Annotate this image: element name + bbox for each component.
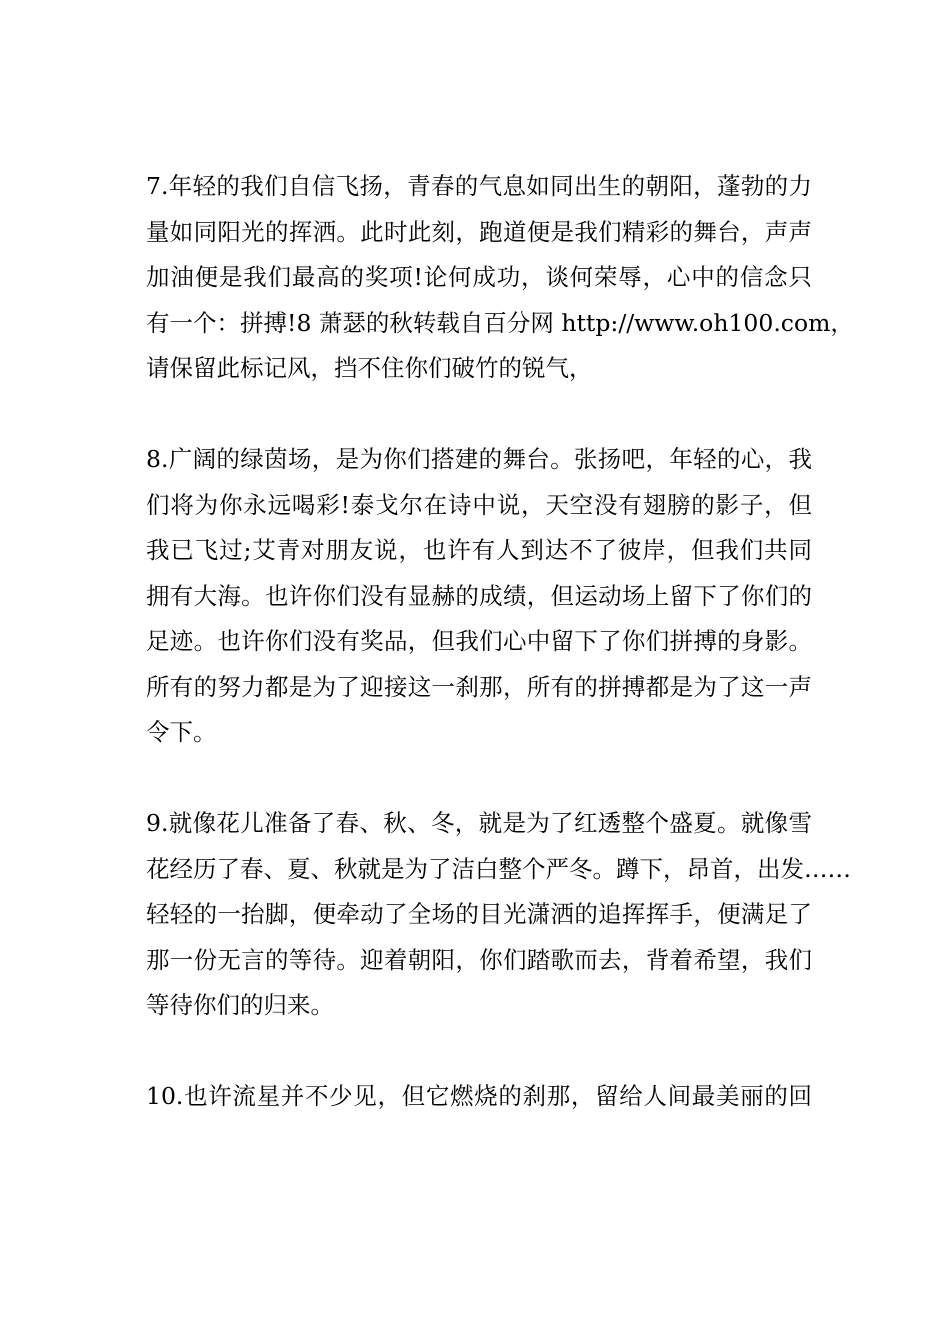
text-line: 等待你们的归来。 bbox=[146, 991, 334, 1019]
paragraph-spacer bbox=[146, 392, 812, 438]
text-line: 有一个：拼搏!8 萧瑟的秋转载自百分网 http://www.oh100.com， bbox=[146, 308, 854, 337]
text-line: 10.也许流星并不少见，但它燃烧的刹那，留给人间最美丽的回 bbox=[146, 1082, 812, 1110]
text-line: 请保留此标记风，挡不住你们破竹的锐气， bbox=[146, 354, 593, 382]
text-line: 所有的努力都是为了迎接这一刹那，所有的拼搏都是为了这一声 bbox=[146, 672, 812, 701]
paragraph-9 bbox=[146, 801, 851, 1029]
text-line: 加油便是我们最高的奖项!论何成功，谈何荣辱，心中的信念只 bbox=[146, 263, 812, 291]
paragraph-8 bbox=[146, 437, 812, 756]
text-line: 我已飞过;艾青对朋友说，也许有人到达不了彼岸，但我们共同 bbox=[146, 536, 812, 564]
text-line: 们将为你永远喝彩!泰戈尔在诗中说，天空没有翅膀的影子，但 bbox=[146, 490, 812, 519]
text-line: 8.广阔的绿茵场，是为你们搭建的舞台。张扬吧，年轻的心，我 bbox=[146, 445, 812, 473]
text-line: 轻轻的一抬脚，便牵动了全场的目光潇洒的追挥挥手，便满足了 bbox=[146, 900, 812, 928]
paragraph-7 bbox=[146, 164, 854, 392]
text-line: 拥有大海。也许你们没有显赫的成绩，但运动场上留下了你们的 bbox=[146, 581, 812, 610]
paragraph-10 bbox=[146, 1074, 812, 1120]
text-line: 量如同阳光的挥洒。此时此刻，跑道便是我们精彩的舞台，声声 bbox=[146, 217, 812, 246]
document-body bbox=[146, 164, 854, 1120]
paragraph-spacer bbox=[146, 1029, 812, 1075]
text-line: 9.就像花儿准备了春、秋、冬，就是为了红透整个盛夏。就像雪 bbox=[146, 809, 812, 837]
text-line: 那一份无言的等待。迎着朝阳，你们踏歌而去，背着希望，我们 bbox=[146, 945, 812, 974]
text-line: 花经历了春、夏、秋就是为了洁白整个严冬。蹲下，昂首，出发…… bbox=[146, 854, 851, 883]
text-line: 7.年轻的我们自信飞扬，青春的气息如同出生的朝阳，蓬勃的力 bbox=[146, 172, 812, 200]
text-line: 令下。 bbox=[146, 718, 217, 746]
paragraph-spacer bbox=[146, 756, 812, 802]
text-line: 足迹。也许你们没有奖品，但我们心中留下了你们拼搏的身影。 bbox=[146, 627, 812, 655]
